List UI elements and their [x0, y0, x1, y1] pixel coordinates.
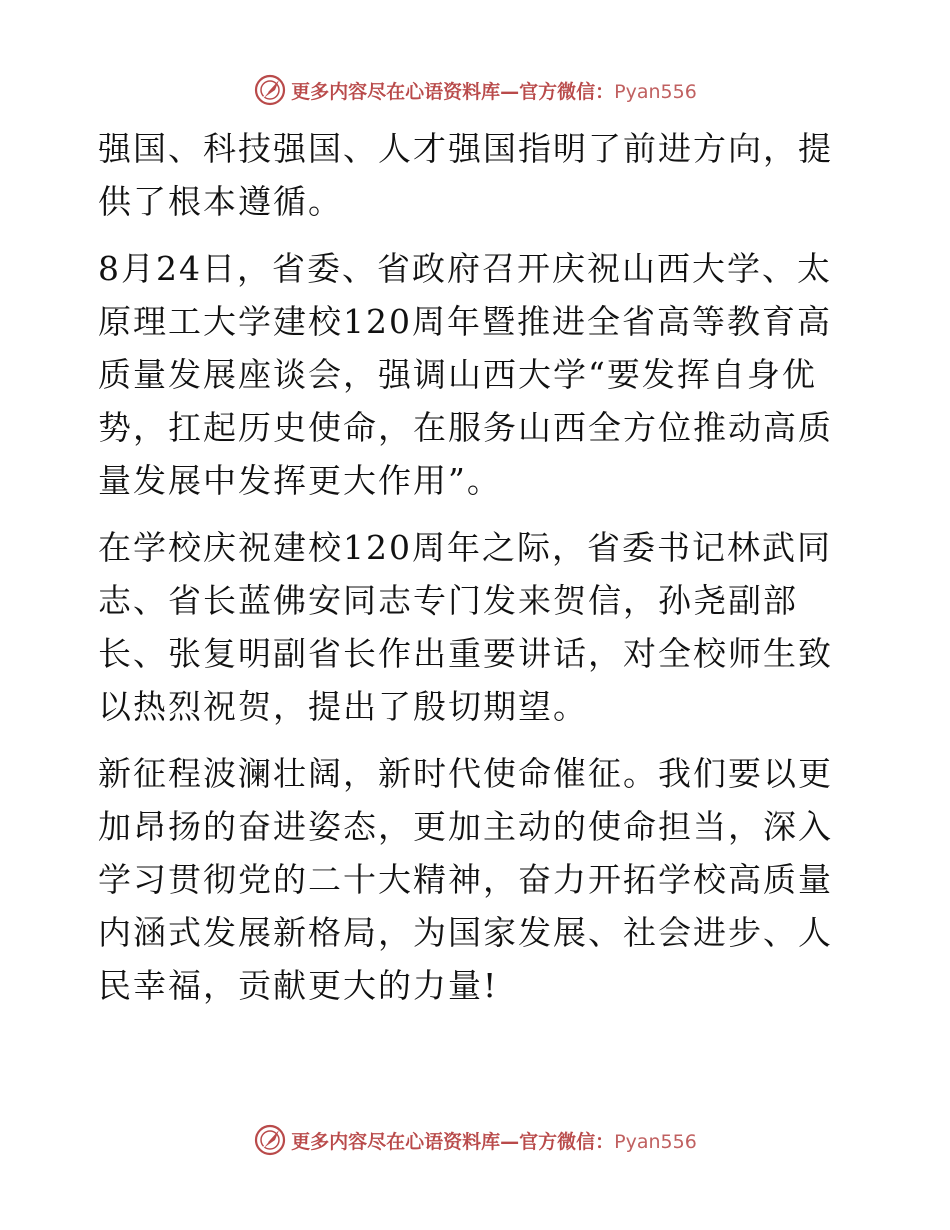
paragraph-4: 新征程波澜壮阔，新时代使命催征。我们要以更加昂扬的奋进姿态，更加主动的使命担当，深入学习贯彻党的二十大精神，奋力开拓学校高质量内涵式发展新格局，为国家发展、社会进步、人民幸福，贡献更大的力量!	[98, 754, 833, 1005]
paragraph-1: 强国、科技强国、人才强国指明了前进方向，提供了根本遵循。	[98, 129, 833, 221]
header-watermark-label: 更多内容尽在心语资料库—官方微信：	[291, 80, 615, 103]
footer-watermark-label: 更多内容尽在心语资料库—官方微信：	[291, 1130, 615, 1153]
header-watermark-banner	[0, 70, 950, 110]
header-watermark-wechat-id: Pyan556	[614, 80, 697, 103]
document-body	[98, 122, 858, 1012]
paragraph-2: 8月24日，省委、省政府召开庆祝山西大学、太原理工大学建校120周年暨推进全省高等教育高质量发展座谈会，强调山西大学“要发挥自身优势，扛起历史使命，在服务山西全方位推动高质量发展中发挥更大作用”。	[98, 249, 833, 500]
quill-logo-icon	[253, 73, 287, 107]
footer-watermark-text	[291, 1127, 697, 1154]
quill-logo-icon	[253, 1123, 287, 1157]
header-watermark-text	[291, 77, 697, 104]
footer-watermark-banner	[0, 1120, 950, 1160]
paragraph-3: 在学校庆祝建校120周年之际，省委书记林武同志、省长蓝佛安同志专门发来贺信，孙尧副部长、张复明副省长作出重要讲话，对全校师生致以热烈祝贺，提出了殷切期望。	[98, 528, 833, 726]
footer-watermark-wechat-id: Pyan556	[614, 1130, 697, 1153]
